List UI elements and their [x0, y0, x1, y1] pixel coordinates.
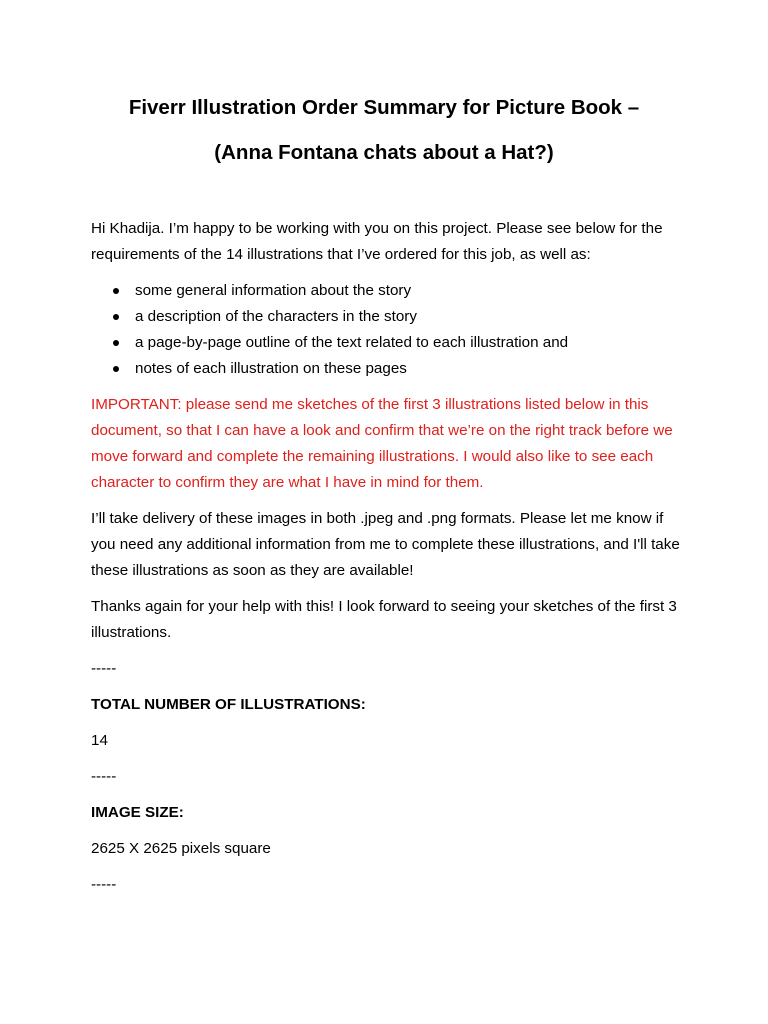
bullet-icon	[113, 366, 119, 372]
image-size-value: 2625 X 2625 pixels square	[91, 840, 271, 857]
separator: -----	[91, 876, 117, 893]
bullet-icon	[113, 314, 119, 320]
list-item-text: a description of the characters in the story	[135, 308, 417, 325]
list-item	[91, 330, 691, 356]
delivery-paragraph: I’ll take delivery of these images in both .jpeg and .png formats. Please let me know if you need any additional information from me to complete these illustrations, and I'll take these illustrations as soon as they are available!	[91, 510, 680, 579]
list-item-text: notes of each illustration on these pages	[135, 360, 407, 377]
intro-paragraph: Hi Khadija. I’m happy to be working with you on this project. Please see below for the requirements of the 14 illustrations that I’ve ordered for this job, as well as:	[91, 220, 663, 263]
document-title-line-1: Fiverr Illustration Order Summary for Picture Book –	[128, 96, 640, 119]
separator: -----	[91, 768, 117, 785]
total-illustrations-heading: TOTAL NUMBER OF ILLUSTRATIONS:	[91, 696, 366, 713]
document-title-line-2: (Anna Fontana chats about a Hat?)	[214, 141, 554, 164]
list-item-text: a page-by-page outline of the text related to each illustration and	[135, 334, 569, 351]
list-item	[91, 356, 691, 382]
list-item	[91, 278, 691, 304]
bullet-icon	[113, 340, 119, 346]
document-body	[91, 216, 691, 908]
list-item-text: some general information about the story	[135, 282, 412, 299]
bullet-icon	[113, 288, 119, 294]
requirements-list	[91, 278, 691, 382]
total-illustrations-value: 14	[91, 732, 108, 749]
thanks-paragraph: Thanks again for your help with this! I look forward to seeing your sketches of the first 3 illustrations.	[91, 598, 677, 641]
image-size-heading: IMAGE SIZE:	[91, 804, 184, 821]
separator: -----	[91, 660, 117, 677]
list-item	[91, 304, 691, 330]
important-paragraph: IMPORTANT: please send me sketches of the first 3 illustrations listed below in this document, so that I can have a look and confirm that we’re on the right track before we move forward and complete the remaining illustrations. I would also like to see each character to confirm they are what I have in mind for them.	[91, 396, 673, 491]
